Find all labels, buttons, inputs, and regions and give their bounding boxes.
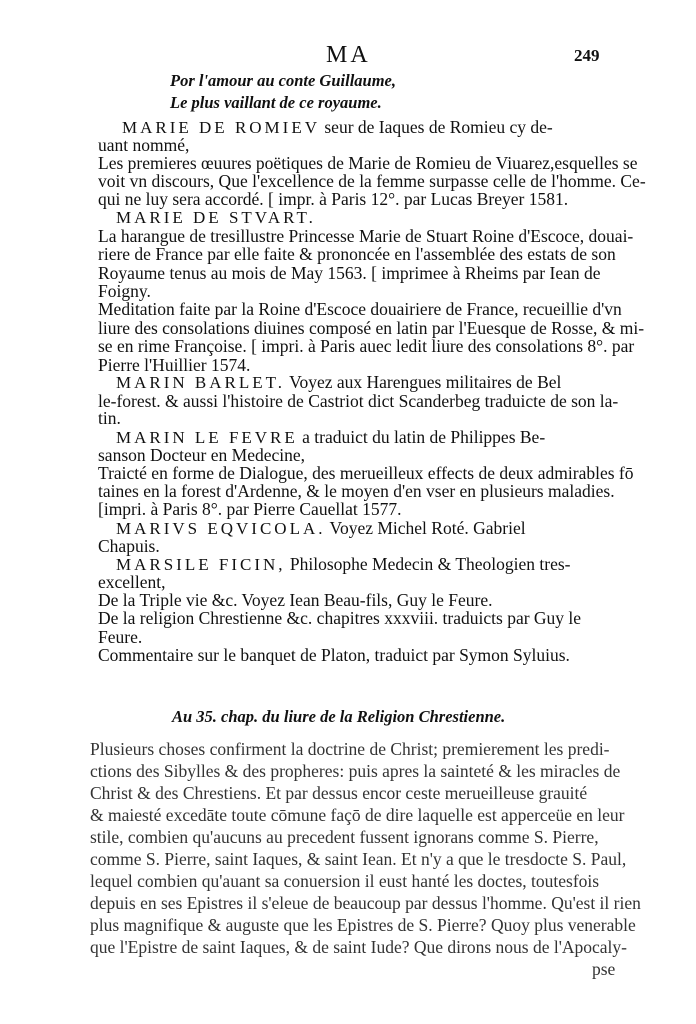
entry-name: MARIE DE STVART. bbox=[116, 208, 316, 227]
quotation-line: ctions des Sibylles & des propheres: puis apres la sainteté & les miracles de bbox=[90, 761, 621, 781]
entry-line: Traicté en forme de Dialogue, des merueilleux effects de deux admirables fō bbox=[98, 463, 634, 483]
entry-name: MARIE DE ROMIEV bbox=[122, 118, 320, 137]
entry-line: Royaume tenus au mois de May 1563. [ imprimee à Rheims par Iean de bbox=[98, 263, 601, 283]
entry-line: voit vn discours, Que l'excellence de la femme surpasse celle de l'homme. Ce- bbox=[98, 171, 646, 191]
entry-text: Voyez aux Harengues militaires de Bel bbox=[285, 372, 562, 392]
quotation-line: & maiesté excedāte toute cōmune façō de dire laquelle est apperceüe en leur bbox=[90, 805, 625, 825]
entry-line: La harangue de tresillustre Princesse Marie de Stuart Roine d'Escoce, douai- bbox=[98, 226, 634, 246]
entry-text: seur de Iaques de Romieu cy de- bbox=[320, 117, 553, 137]
entry-heading bbox=[116, 553, 571, 576]
entry-name: MARIN BARLET. bbox=[116, 373, 286, 392]
epigraph-line: Por l'amour au conte Guillaume, bbox=[170, 71, 396, 90]
entry-line: se en rime Françoise. [ impri. à Paris auec ledit liure des consolations 8°. par bbox=[98, 336, 635, 356]
entry-heading bbox=[116, 517, 526, 540]
entry-line: riere de France par elle faite & prononcée en l'assemblée des estats de son bbox=[98, 244, 616, 264]
entry-name: MARSILE FICIN, bbox=[116, 555, 286, 574]
quotation-line: pse bbox=[592, 959, 616, 979]
entry-text: Philosophe Medecin & Theologien tres- bbox=[285, 554, 571, 574]
entry-line: Feure. bbox=[98, 627, 143, 647]
entry-text: Voyez Michel Roté. Gabriel bbox=[325, 518, 526, 538]
entry-line: [impri. à Paris 8°. par Pierre Cauellat 1577. bbox=[98, 499, 402, 519]
entry-line: De la religion Chrestienne &c. chapitres xxxviii. traduicts par Guy le bbox=[98, 608, 582, 628]
entry-line: Foigny. bbox=[98, 281, 151, 301]
page-header bbox=[0, 42, 696, 72]
quotation-line: lequel combien qu'auant sa conuersion il eust hanté les doctes, toutesfois bbox=[90, 871, 600, 891]
entry-line: taines en la forest d'Ardenne, & le moyen d'en vser en plusieurs maladies. bbox=[98, 481, 615, 501]
entry-line: liure des consolations diuines composé en latin par l'Euesque de Rosse, & mi- bbox=[98, 318, 645, 338]
quotation-line: stile, combien qu'aucuns au precedent fussent ignorans comme S. Pierre, bbox=[90, 827, 599, 847]
entry-line: Pierre l'Huillier 1574. bbox=[98, 355, 251, 375]
running-head: MA bbox=[326, 42, 371, 68]
entry-line: sanson Docteur en Medecine, bbox=[98, 445, 306, 465]
quotation-line: comme S. Pierre, saint Iaques, & saint Iean. Et n'y a que le tresdocte S. Paul, bbox=[90, 849, 627, 869]
entry-name: MARIN LE FEVRE bbox=[116, 428, 298, 447]
quotation-line: Plusieurs choses confirment la doctrine de Christ; premierement les predi- bbox=[90, 739, 610, 759]
entry-line: le-forest. & aussi l'histoire de Castriot dict Scanderbeg traduicte de son la- bbox=[98, 391, 619, 411]
quotation-line: plus magnifique & auguste que les Epistres de S. Pierre? Quoy plus venerable bbox=[90, 915, 636, 935]
entry-line: Les premieres œuures poëtiques de Marie de Romieu de Viuarez,esquelles se bbox=[98, 153, 638, 173]
quotation-line: depuis en ses Epistres il s'eleue de beaucoup par dessus l'homme. Qu'est il rien bbox=[90, 893, 641, 913]
entry-line: Chapuis. bbox=[98, 536, 160, 556]
subheading: Au 35. chap. du liure de la Religion Chrestienne. bbox=[172, 707, 506, 726]
quotation-line: Christ & des Chrestiens. Et par dessus encor ceste merueilleuse grauité bbox=[90, 783, 588, 803]
entry-line: qui ne luy sera accordé. [ impr. à Paris 12°. par Lucas Breyer 1581. bbox=[98, 189, 569, 209]
page-number: 249 bbox=[574, 46, 600, 65]
entry-line: uant nommé, bbox=[98, 135, 190, 155]
entry-line: De la Triple vie &c. Voyez Iean Beau-fils, Guy le Feure. bbox=[98, 590, 493, 610]
entry-line: Meditation faite par la Roine d'Escoce douairiere de France, recueillie d'vn bbox=[98, 299, 622, 319]
entry-line: excellent, bbox=[98, 572, 166, 592]
entry-line: Commentaire sur le banquet de Platon, traduict par Symon Syluius. bbox=[98, 645, 570, 665]
entry-line: tin. bbox=[98, 408, 121, 428]
entry-name: MARIVS EQVICOLA. bbox=[116, 519, 326, 538]
quotation-line: que l'Epistre de saint Iaques, & de saint Iude? Que dirons nous de l'Apocaly- bbox=[90, 937, 627, 957]
entry-text: a traduict du latin de Philippes Be- bbox=[297, 427, 546, 447]
epigraph-line: Le plus vaillant de ce royaume. bbox=[170, 93, 382, 112]
